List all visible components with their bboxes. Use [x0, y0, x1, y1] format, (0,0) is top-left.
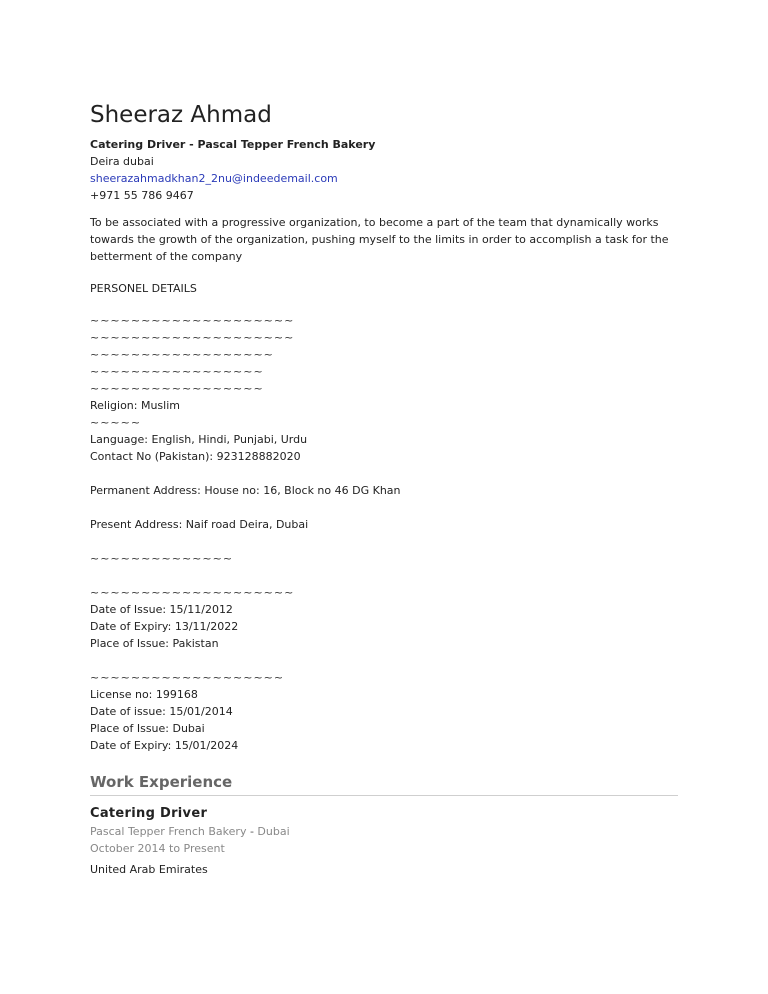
candidate-name: Sheeraz Ahmad [90, 102, 272, 128]
job-company-line [90, 823, 678, 840]
objective-text: To be associated with a progressive organization, to become a part of the team that dynamically works towards the growth of the organization, pushing myself to the limits in order to accomplish a task for the betterment of the company [90, 216, 669, 263]
religion-text: Religion: Muslim [90, 399, 180, 412]
candidate-location: Deira dubai [90, 155, 154, 168]
tilde-divider: ~~~~~~~~~~~~~~~~~~ [90, 348, 274, 361]
candidate-headline: Catering Driver - Pascal Tepper French Bakery [90, 138, 376, 151]
job-dates: October 2014 to Present [90, 842, 225, 855]
license-issue-date: Date of issue: 15/01/2014 [90, 705, 233, 718]
passport-expiry-date: Date of Expiry: 13/11/2022 [90, 620, 239, 633]
job-title: Catering Driver [90, 806, 208, 821]
tilde-divider: ~~~~~~~~~~~~~~ [90, 552, 234, 565]
personal-details-heading: PERSONEL DETAILS [90, 282, 197, 295]
tilde-divider: ~~~~~~~~~~~~~~~~~ [90, 382, 264, 395]
tilde-divider: ~~~~~ [90, 416, 142, 429]
job-city: Dubai [257, 825, 290, 838]
job-separator: - [246, 825, 258, 838]
present-address-text: Present Address: Naif road Deira, Dubai [90, 518, 309, 531]
license-number: License no: 199168 [90, 688, 198, 701]
contact-pakistan-text: Contact No (Pakistan): 923128882020 [90, 450, 301, 463]
tilde-divider: ~~~~~~~~~~~~~~~~~~~~ [90, 331, 295, 344]
work-experience-heading: Work Experience [90, 772, 678, 796]
tilde-divider: ~~~~~~~~~~~~~~~~~~~~ [90, 586, 295, 599]
permanent-address-text: Permanent Address: House no: 16, Block no 46 DG Khan [90, 484, 401, 497]
passport-issue-date: Date of Issue: 15/11/2012 [90, 603, 233, 616]
tilde-divider: ~~~~~~~~~~~~~~~~~~~ [90, 671, 285, 684]
job-company: Pascal Tepper French Bakery [90, 825, 247, 838]
job-country: United Arab Emirates [90, 863, 208, 876]
language-text: Language: English, Hindi, Punjabi, Urdu [90, 433, 308, 446]
candidate-email-link[interactable]: sheerazahmadkhan2_2nu@indeedemail.com [90, 172, 338, 185]
license-expiry-date: Date of Expiry: 15/01/2024 [90, 739, 239, 752]
license-issue-place: Place of Issue: Dubai [90, 722, 205, 735]
passport-issue-place: Place of Issue: Pakistan [90, 637, 219, 650]
candidate-phone: +971 55 786 9467 [90, 189, 194, 202]
tilde-divider: ~~~~~~~~~~~~~~~~~ [90, 365, 264, 378]
resume-page [90, 100, 678, 878]
tilde-divider: ~~~~~~~~~~~~~~~~~~~~ [90, 314, 295, 327]
